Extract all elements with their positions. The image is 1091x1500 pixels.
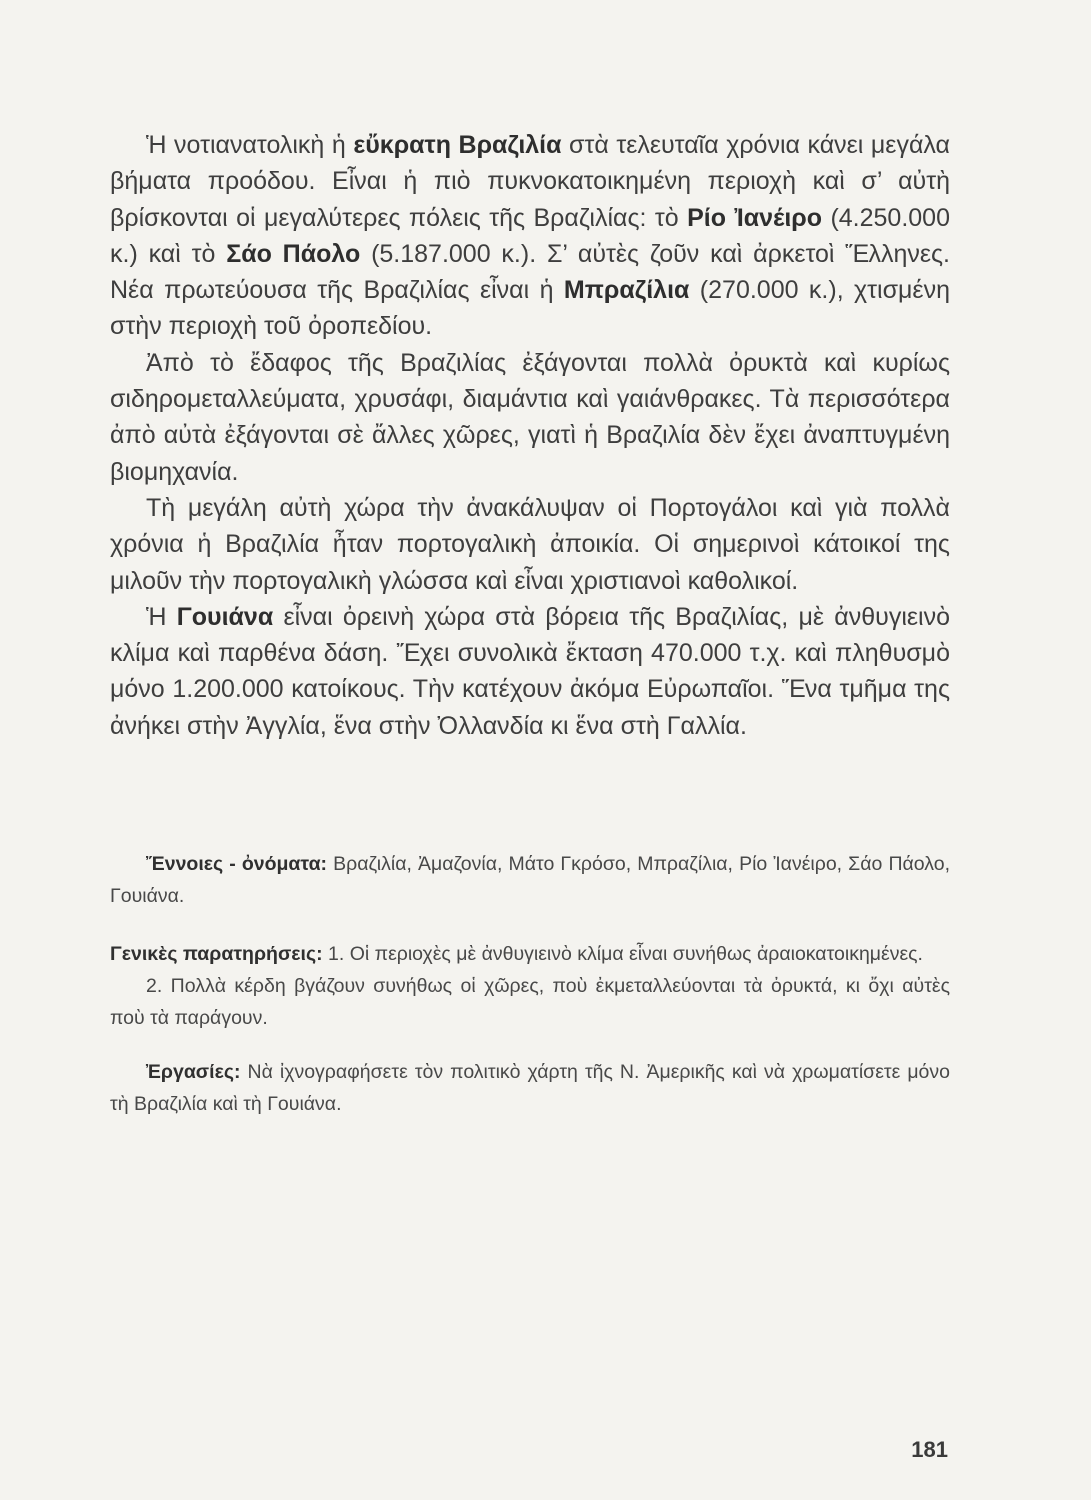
body-text — [110, 127, 950, 744]
tasks-note: Ἐργασίες: Νὰ ἰχνογραφήσετε τὸν πολιτικὸ χάρτη τῆς Ν. Ἀμερικῆς καὶ νὰ χρωματίσετε μόνο τὴ Βραζιλία καὶ τὴ Γουιάνα. — [110, 1061, 950, 1115]
term-brasilia: Μπραζίλια — [563, 276, 690, 305]
tasks-label: Ἐργασίες: — [146, 1061, 241, 1083]
paragraph-guiana: Ἡ Γουιάνα εἶναι ὀρεινὴ χώρα στὰ βόρεια τῆς Βραζιλίας, μὲ ἀνθυγιεινὸ κλίμα καὶ παρθένα δάση. Ἔχει συνολικὰ ἔκταση 470.000 τ.χ. καὶ πληθυσμὸ μόνο 1.200.000 κατοίκους. Τὴν κατέχουν ἀκόμα Εὐρωπαῖοι. Ἕνα τμῆμα της ἀνήκει στὴν Ἀγγλία, ἕνα στὴν Ὀλλανδία κι ἕνα στὴ Γαλλία. — [110, 602, 950, 740]
page-number: 181 — [911, 1437, 948, 1462]
paragraph-portuguese: Τὴ μεγάλη αὐτὴ χώρα τὴν ἀνακάλυψαν οἱ Πορτογάλοι καὶ γιὰ πολλὰ χρόνια ἡ Βραζιλία ἦταν πορτογαλικὴ ἀποικία. Οἱ σημερινοὶ κάτοικοί της μιλοῦν τὴν πορτογαλικὴ γλώσσα καὶ εἶναι χριστιανοὶ καθολικοί. — [110, 493, 950, 595]
general-remarks-label: Γενικὲς παρατηρήσεις: — [110, 943, 323, 965]
term-rio: Ρίο Ἰανέιρο — [687, 203, 823, 232]
term-sao-paulo: Σάο Πάολο — [226, 239, 361, 268]
concepts-note: Ἔννοιες - ὀνόματα: Βραζιλία, Ἀμαζονία, Μάτο Γκρόσο, Μπραζίλια, Ρίο Ἰανέιρο, Σάο Πάολο, Γουιάνα. — [110, 853, 950, 907]
paragraph-south-east-brazil: Ἡ νοτιανατολικὴ ἡ εὔκρατη Βραζιλία στὰ τελευταῖα χρόνια κάνει μεγάλα βήματα προόδου. Εἶναι ἡ πιὸ πυκνοκατοικημένη περιοχὴ καὶ σ’ αὐτὴ βρίσκονται οἱ μεγαλύτερες πόλεις τῆς Βραζιλίας: τὸ Ρίο Ἰανέιρο (4.250.000 κ.) καὶ τὸ Σάο Πάολο (5.187.000 κ.). Σ’ αὐτὲς ζοῦν καὶ ἀρκετοὶ Ἕλληνες. Νέα πρωτεύουσα τῆς Βραζιλίας εἶναι ἡ Μπραζίλια (270.000 κ.), χτισμένη στὴν περιοχὴ τοῦ ὀροπεδίου. — [110, 131, 951, 341]
general-remarks-note: Γενικὲς παρατηρήσεις: 1. Οἱ περιοχὲς μὲ ἀνθυγιεινὸ κλίμα εἶναι συνήθως ἀραιοκατοικημένες. — [110, 943, 923, 965]
notes-section — [110, 848, 950, 1120]
term-temperate-brazil: εὔκρατη Βραζιλία — [353, 131, 562, 159]
term-guiana: Γουιάνα — [176, 602, 274, 631]
paragraph-minerals: Ἀπὸ τὸ ἔδαφος τῆς Βραζιλίας ἐξάγονται πολλὰ ὀρυκτὰ καὶ κυρίως σιδηρομεταλλεύματα, χρυσάφι, διαμάντια καὶ γαιάνθρακες. Τὰ περισσότερα ἀπὸ αὐτὰ ἐξάγονται σὲ ἄλλες χῶρες, γιατὶ ἡ Βραζιλία δὲν ἔχει ἀναπτυγμένη βιομηχανία. — [110, 348, 950, 486]
general-remark-2: 2. Πολλὰ κέρδη βγάζουν συνήθως οἱ χῶρες, ποὺ ἐκμεταλλεύονται τὰ ὀρυκτά, κι ὄχι αὐτὲς ποὺ τὰ παράγουν. — [110, 975, 950, 1029]
concepts-label: Ἔννοιες - ὀνόματα: — [146, 853, 328, 875]
